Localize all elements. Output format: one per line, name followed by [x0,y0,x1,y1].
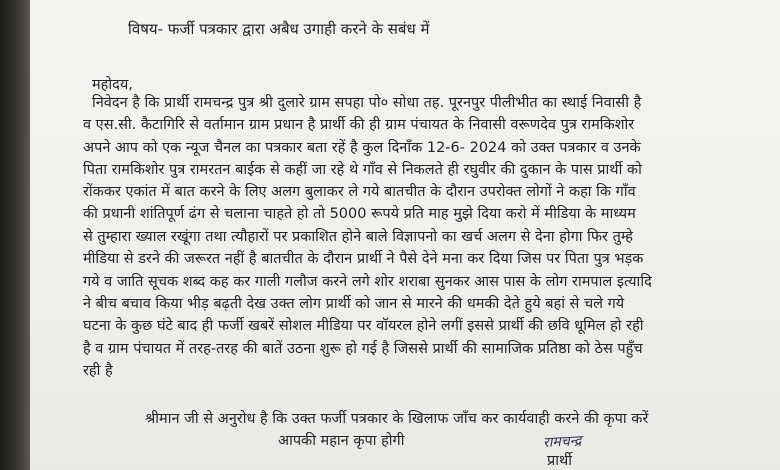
body-line-11: घटना के कुछ घंटे बाद ही फर्जी खबरें सोशल मीडिया पर वॉयरल होने लगीं इससे प्रार्थी की छवि धूमिल हो रही [83,318,644,334]
letter-subject: विषय- फर्जी पत्रकार द्वारा अबैध उगाही करने के सबंध में [128,20,430,38]
body-line-10: ने बीच बचाव किया भीड़ बढ़ती देख उक्त लोग प्रार्थी को जान से मारने की धमकी देते हुये बहां से चले गये [83,296,625,312]
body-line-9: गये व जाति सूचक शब्द कह कर गाली गलौज करने लगे शोर शराबा सुनकर आस पास के लोग रामपाल इत्यादि [83,274,652,290]
body-line-13: रही है [83,363,113,379]
handwritten-signature: रामचन्द्र [542,433,582,451]
body-line-5: रोंककर एकांत में बात करने के लिए अलग बुलाकर ले गये बातचीत के दौरान उपरोक्त लोगों ने कहा कि गाँव [83,184,636,200]
letter-request: श्रीमान जी से अनुरोध है कि उक्त फर्जी पत्रकार के खिलाफ जाँच कर कार्यवाही करने की कृपा करें [145,411,649,427]
body-line-12: है व ग्राम पंचायत में तरह-तरह की बातें उठना शुरू हो गई है जिससे प्रार्थी की सामाजिक प्रतिष्ठा को ठेस पहुँच [83,341,643,357]
letter-designation: प्रार्थी [547,453,573,469]
body-line-8: मीडिया से डरने की जरूरत नहीं है बातचीत के दौरान प्रार्थी ने पैसे देने मना कर दिया जिस पर पिता पुत्र भड़क [83,251,644,267]
letter-page [30,0,780,470]
body-line-7: से तुम्हारा ख्याल रखूंगा तथा त्यौहारों पर प्रकाशित होने बाले विज्ञापनो का खर्च अलग से देना होगा फिर तुम्हे [83,229,633,245]
body-line-1: निवेदन है कि प्रार्थी रामचन्द्र पुत्र श्री दुलारे ग्राम सपहा पो० सोधा तह. पूरनपुर पीलीभीत का स्थाई निवासी है [92,95,642,111]
desk-edge [0,0,30,470]
letter-salutation: महोदय, [92,77,133,93]
body-line-4: पिता रामकिशोर पुत्र रामरतन बाईक से कहीं जा रहे थे गाँव से निकलते ही रघुवीर की दुकान के पास प्रार्थी को [83,162,642,178]
body-line-3: अपने आप को एक न्यूज चैनल का पत्रकार बता रहें है कुल दिनाँक 12-6- 2024 को उक्त पत्रकार व उनके [83,140,641,156]
body-line-2: व एस.सी. कैटागिरि से वर्तामान ग्राम प्रधान है प्रार्थी की ही ग्राम पंचायत के निवासी वरूणदेव पुत्र रामकिशोर [83,117,635,133]
letter-closing: आपकी महान कृपा होगी [278,433,405,449]
body-line-6: की प्रधानी शांतिपूर्ण ढंग से चलाना चाहते हो तो 5000 रूपये प्रति माह मुझे दिया करो में मीडिया के माध्यम [83,206,636,222]
